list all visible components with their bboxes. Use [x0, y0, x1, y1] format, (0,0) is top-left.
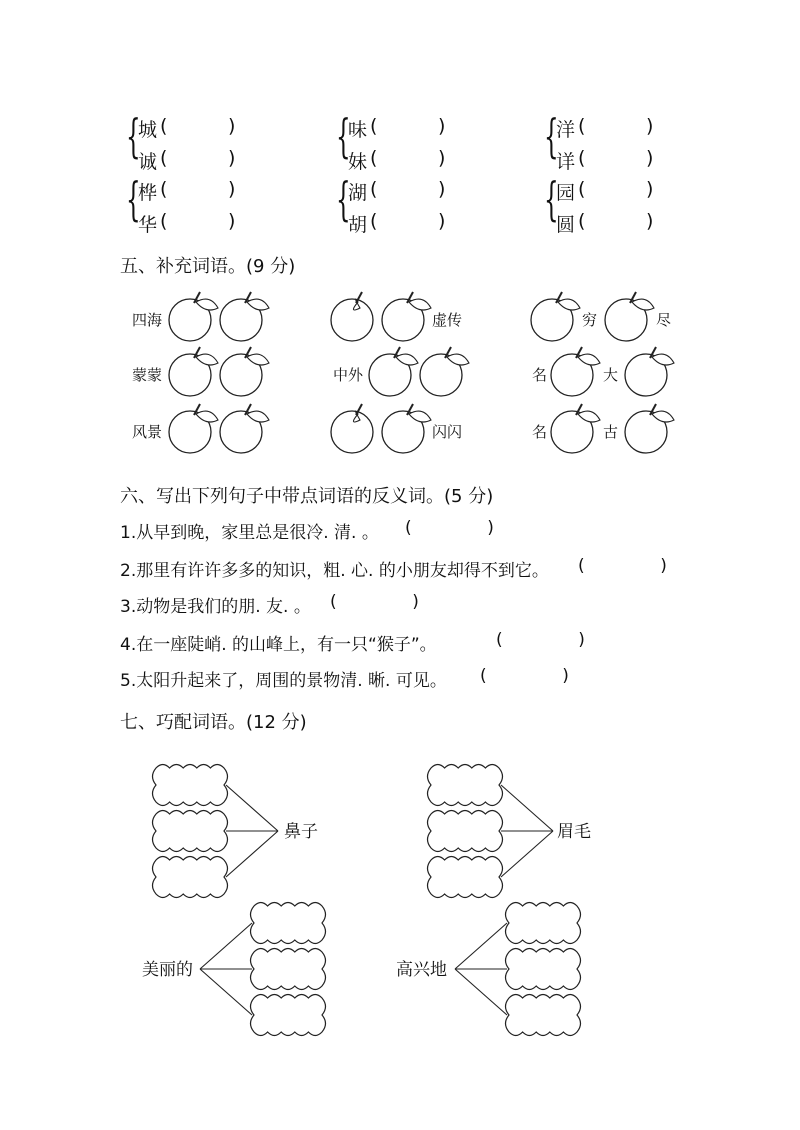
- section7-title: 七、巧配词语。(12 分): [120, 712, 307, 733]
- antonym-sentence: 2.那里有许许多多的知识，粗. 心. 的小朋友却得不到它。: [120, 561, 549, 581]
- given-word: 中外: [333, 366, 364, 384]
- cloud-answer-box[interactable]: [251, 949, 326, 990]
- antonym-answer-blank[interactable]: ( ): [330, 592, 419, 612]
- pair-char: 洋: [556, 119, 576, 141]
- given-word: 名: [532, 423, 548, 441]
- apple-answer-box[interactable]: [331, 292, 373, 341]
- apple-answer-box[interactable]: [220, 404, 269, 453]
- brace: {: [336, 109, 351, 163]
- apple-answer-box[interactable]: [220, 292, 269, 341]
- given-word: 名: [532, 366, 548, 384]
- cloud-answer-box[interactable]: [153, 765, 228, 806]
- connector-line: [200, 969, 252, 1015]
- brace: {: [126, 109, 141, 163]
- cloud-answer-box[interactable]: [428, 857, 503, 898]
- answer-paren-open[interactable]: (: [578, 147, 586, 169]
- answer-paren-close: ): [438, 210, 446, 232]
- antonym-answer-blank[interactable]: ( ): [405, 518, 494, 538]
- apple-answer-box[interactable]: [220, 347, 269, 396]
- connector-line: [455, 923, 507, 969]
- given-word: 风景: [132, 423, 163, 441]
- cloud-answer-box[interactable]: [428, 811, 503, 852]
- antonym-sentence: 5.太阳升起来了，周围的景物清. 晰. 可见。: [120, 671, 447, 691]
- apple-answer-box[interactable]: [169, 347, 218, 396]
- answer-paren-close: ): [228, 210, 236, 232]
- given-word: 闪闪: [432, 423, 463, 441]
- connector-line: [455, 969, 507, 1015]
- match-word: 眉毛: [557, 822, 591, 842]
- answer-paren-close: ): [438, 147, 446, 169]
- answer-paren-close: ): [228, 115, 236, 137]
- brace: {: [126, 172, 141, 226]
- answer-paren-close: ): [438, 115, 446, 137]
- section5-title: 五、补充词语。(9 分): [120, 256, 296, 277]
- answer-paren-close: ): [438, 178, 446, 200]
- apple-answer-box[interactable]: [420, 347, 469, 396]
- answer-paren-close: ): [228, 178, 236, 200]
- apple-answer-box[interactable]: [382, 292, 431, 341]
- pair-char: 妹: [348, 151, 368, 173]
- apple-answer-box[interactable]: [605, 292, 654, 341]
- antonym-answer-blank[interactable]: ( ): [578, 556, 667, 576]
- answer-paren-close: ): [646, 178, 654, 200]
- apple-answer-box[interactable]: [331, 404, 373, 453]
- antonym-sentence: 4.在一座陡峭. 的山峰上，有一只“猴子”。: [120, 635, 437, 655]
- apple-answer-box[interactable]: [551, 404, 600, 453]
- apple-answer-box[interactable]: [551, 347, 600, 396]
- pair-char: 湖: [348, 182, 368, 204]
- cloud-answer-box[interactable]: [428, 765, 503, 806]
- brace: {: [336, 172, 351, 226]
- pair-char: 味: [348, 119, 368, 141]
- given-word: 穷: [582, 311, 598, 329]
- answer-paren-close: ): [228, 147, 236, 169]
- apple-answer-box[interactable]: [169, 404, 218, 453]
- pair-char: 胡: [348, 214, 368, 236]
- pair-char: 圆: [556, 214, 576, 236]
- answer-paren-open[interactable]: (: [160, 210, 168, 232]
- answer-paren-open[interactable]: (: [160, 178, 168, 200]
- pair-char: 城: [138, 119, 158, 141]
- brace: {: [544, 109, 559, 163]
- match-word: 鼻子: [284, 822, 318, 842]
- answer-paren-close: ): [646, 115, 654, 137]
- given-word: 蒙蒙: [132, 366, 163, 384]
- pair-char: 华: [138, 214, 158, 236]
- brace: {: [544, 172, 559, 226]
- answer-paren-open[interactable]: (: [370, 115, 378, 137]
- cloud-answer-box[interactable]: [153, 857, 228, 898]
- cloud-answer-box[interactable]: [505, 995, 580, 1036]
- antonym-answer-blank[interactable]: ( ): [496, 630, 585, 650]
- antonym-sentence: 3.动物是我们的朋. 友. 。: [120, 597, 311, 617]
- cloud-answer-box[interactable]: [505, 903, 580, 944]
- given-word: 尽: [656, 311, 672, 329]
- pair-char: 桦: [138, 182, 158, 204]
- given-word: 大: [603, 366, 619, 384]
- given-word: 四海: [132, 311, 163, 329]
- pair-char: 诚: [138, 151, 158, 173]
- connector-line: [501, 831, 553, 877]
- answer-paren-open[interactable]: (: [160, 147, 168, 169]
- antonym-answer-blank[interactable]: ( ): [480, 666, 569, 686]
- answer-paren-open[interactable]: (: [160, 115, 168, 137]
- given-word: 虚传: [432, 311, 463, 329]
- answer-paren-open[interactable]: (: [578, 178, 586, 200]
- connector-line: [226, 785, 278, 831]
- apple-answer-box[interactable]: [382, 404, 431, 453]
- given-word: 古: [603, 423, 619, 441]
- match-word: 美丽的: [142, 960, 193, 980]
- section6-title: 六、写出下列句子中带点词语的反义词。(5 分): [120, 486, 494, 507]
- connector-line: [226, 831, 278, 877]
- answer-paren-close: ): [646, 210, 654, 232]
- answer-paren-close: ): [646, 147, 654, 169]
- answer-paren-open[interactable]: (: [370, 210, 378, 232]
- cloud-answer-box[interactable]: [505, 949, 580, 990]
- antonym-sentence: 1.从早到晚，家里总是很冷. 清. 。: [120, 523, 379, 543]
- answer-paren-open[interactable]: (: [370, 147, 378, 169]
- pair-char: 园: [556, 182, 576, 204]
- apple-answer-box[interactable]: [531, 292, 580, 341]
- answer-paren-open[interactable]: (: [370, 178, 378, 200]
- match-word: 高兴地: [396, 960, 447, 980]
- apple-answer-box[interactable]: [625, 404, 674, 453]
- apple-answer-box[interactable]: [625, 347, 674, 396]
- apple-word-grid: [0, 280, 800, 460]
- answer-paren-open[interactable]: (: [578, 210, 586, 232]
- connector-line: [200, 923, 252, 969]
- apple-answer-box[interactable]: [169, 292, 218, 341]
- apple-answer-box[interactable]: [369, 347, 418, 396]
- cloud-answer-box[interactable]: [251, 903, 326, 944]
- pair-char: 详: [556, 151, 576, 173]
- connector-line: [501, 785, 553, 831]
- answer-paren-open[interactable]: (: [578, 115, 586, 137]
- cloud-answer-box[interactable]: [153, 811, 228, 852]
- word-matching-diagram: [0, 750, 800, 1050]
- cloud-answer-box[interactable]: [251, 995, 326, 1036]
